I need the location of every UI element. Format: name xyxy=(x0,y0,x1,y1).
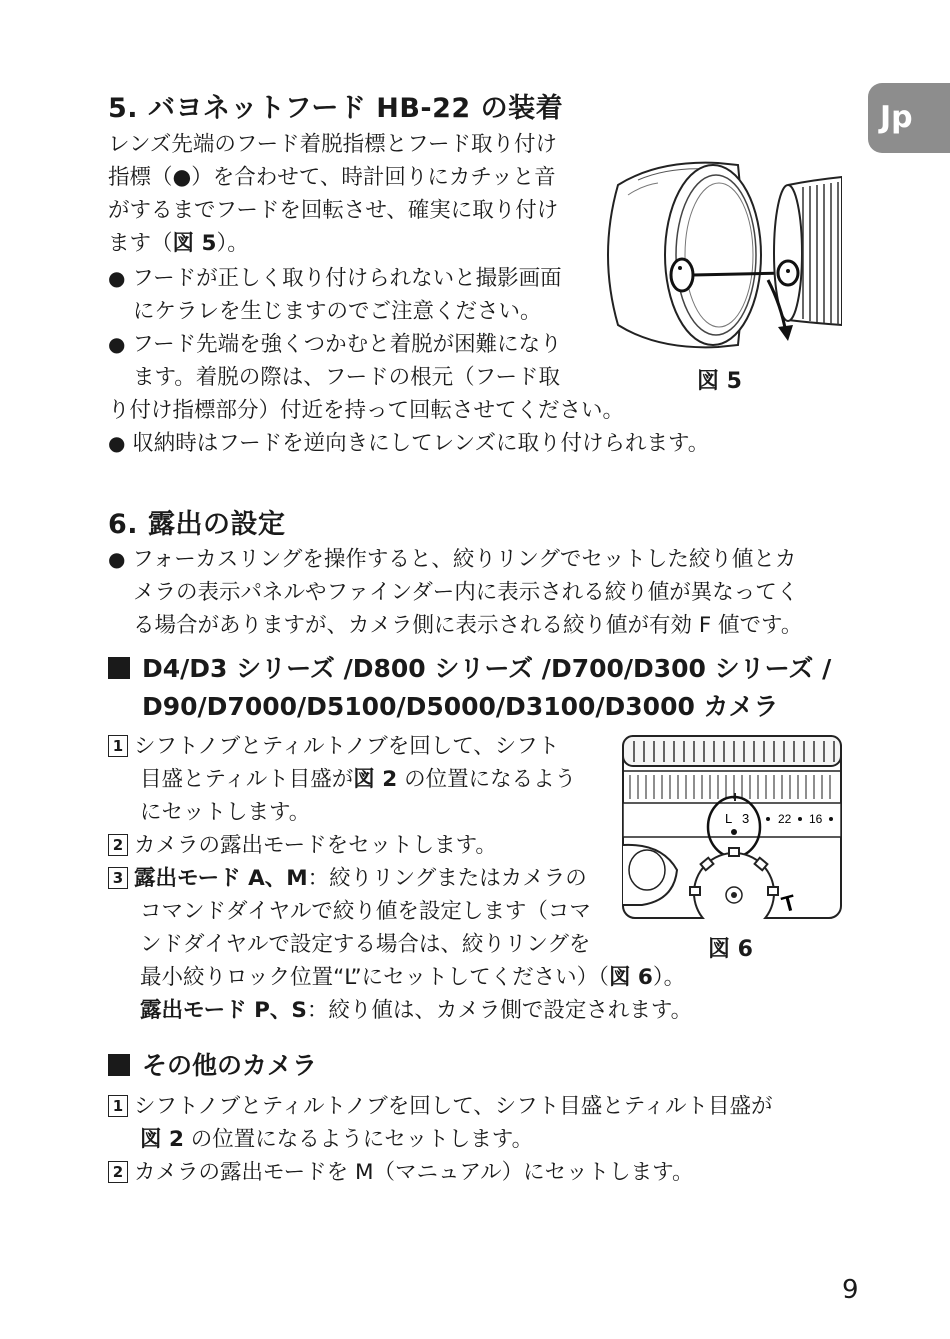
heading-line: D4/D3 シリーズ /D800 シリーズ /D700/D300 シリーズ / xyxy=(142,654,832,683)
text: シフトノブとティルトノブを回して、シフト xyxy=(134,734,560,759)
bullet-icon: ● xyxy=(108,332,126,356)
language-tab: Jp xyxy=(868,83,950,153)
text: フォーカスリングを操作すると、絞りリングでセットした絞り値とカ xyxy=(132,547,797,572)
heading-text: その他のカメラ xyxy=(142,1051,318,1080)
text: ）。 xyxy=(216,231,249,256)
step-line xyxy=(108,994,692,1027)
tilt-symbol: T xyxy=(778,889,799,918)
step-line xyxy=(108,730,692,763)
step-number: 2 xyxy=(108,834,128,856)
step-line xyxy=(108,961,692,994)
bullet-line: ます。着脱の際は、フードの根元（フード取 xyxy=(133,365,560,390)
figure-ref: 図 6 xyxy=(608,965,653,990)
body-line xyxy=(108,227,558,260)
bullet-line: メラの表示パネルやファインダー内に表示される絞り値が異なってく xyxy=(133,580,799,605)
step-number: 1 xyxy=(108,735,128,757)
text: ます（ xyxy=(108,231,173,256)
lock-label: L xyxy=(725,811,733,826)
section-5-title: 5. バヨネットフード HB-22 の装着 xyxy=(108,93,564,124)
bullet-icon: ● xyxy=(108,547,126,571)
body-line: レンズ先端のフード着脱指標とフード取り付け xyxy=(108,132,558,157)
section-6-bullet xyxy=(108,543,802,642)
hood-illustration xyxy=(598,155,842,355)
mode-label: 露出モード P、S xyxy=(140,998,307,1023)
text: フードが正しく取り付けられないと撮影画面 xyxy=(132,266,562,291)
step-number: 2 xyxy=(108,1161,128,1183)
text: カメラの露出モードをセットします。 xyxy=(134,833,497,858)
figure-ref: 図 2 xyxy=(353,767,398,792)
step-line xyxy=(108,1090,773,1123)
page-number: 9 xyxy=(842,1275,859,1305)
body-line: 指標（●）を合わせて、時計回りにカチッと音 xyxy=(108,165,556,190)
text: カメラの露出モードを M（マニュアル）にセットします。 xyxy=(134,1160,694,1185)
body-line: がするまでフードを回転させ、確実に取り付け xyxy=(108,198,559,223)
text: 最小絞りロック位置“L”にセットしてください）（ xyxy=(140,965,609,990)
step-line: にセットします。 xyxy=(140,800,311,825)
camera-series-heading-line2: D90/D7000/D5100/D5000/D3100/D3000 カメラ xyxy=(142,692,779,721)
camera-series-heading xyxy=(108,650,831,687)
sub1-steps xyxy=(108,730,692,1027)
text: シフトノブとティルトノブを回して、シフト目盛とティルト目盛が xyxy=(134,1094,773,1119)
step-line xyxy=(108,829,692,862)
step-line: コマンドダイヤルで絞り値を設定します（コマ xyxy=(140,899,591,924)
square-icon xyxy=(108,1054,130,1076)
figure-6-caption: 図 6 xyxy=(708,937,753,962)
section-5-body xyxy=(108,128,558,260)
text: ）。 xyxy=(652,965,686,990)
step-line xyxy=(108,1156,773,1189)
aperture-label: 16 xyxy=(809,812,823,826)
sub2-steps xyxy=(108,1090,773,1189)
other-cameras-heading xyxy=(108,1047,317,1084)
bullet-line: り付け指標部分）付近を持って回転させてください。 xyxy=(108,398,625,423)
figure-ref: 図 2 xyxy=(140,1127,184,1152)
scale-label: 3 xyxy=(742,811,750,826)
bullet-icon: ● xyxy=(108,431,126,455)
text: の位置になるようにセットします。 xyxy=(183,1127,534,1152)
step-line: ンドダイヤルで設定する場合は、絞りリングを xyxy=(140,932,591,957)
section-6-title: 6. 露出の設定 xyxy=(108,509,286,540)
square-icon xyxy=(108,657,130,679)
text: 目盛とティルト目盛が xyxy=(140,767,354,792)
step-number: 3 xyxy=(108,867,128,889)
step-line xyxy=(108,862,692,895)
aperture-ring-illustration xyxy=(622,735,842,919)
step-number: 1 xyxy=(108,1095,128,1117)
text: の位置になるよう xyxy=(397,767,577,792)
bullet-line: にケラレを生じますのでご注意ください。 xyxy=(133,299,542,324)
text: ：絞り値は、カメラ側で設定されます。 xyxy=(306,998,693,1023)
figure-5-caption: 図 5 xyxy=(697,369,742,394)
bullet-line: る場合がありますが、カメラ側に表示される絞り値が有効 F 値です。 xyxy=(133,613,803,638)
bullet-line xyxy=(108,543,802,576)
bullet-line xyxy=(108,427,709,460)
aperture-label: 22 xyxy=(778,812,792,826)
mode-label: 露出モード A、M xyxy=(134,866,308,891)
step-line xyxy=(108,1123,773,1156)
text: 収納時はフードを逆向きにしてレンズに取り付けられます。 xyxy=(132,431,710,456)
bullet-icon: ● xyxy=(108,266,126,290)
figure-ref: 図 5 xyxy=(172,231,217,256)
step-line xyxy=(108,763,692,796)
text: フード先端を強くつかむと着脱が困難になり xyxy=(132,332,562,357)
text: ：絞りリングまたはカメラの xyxy=(307,866,587,891)
